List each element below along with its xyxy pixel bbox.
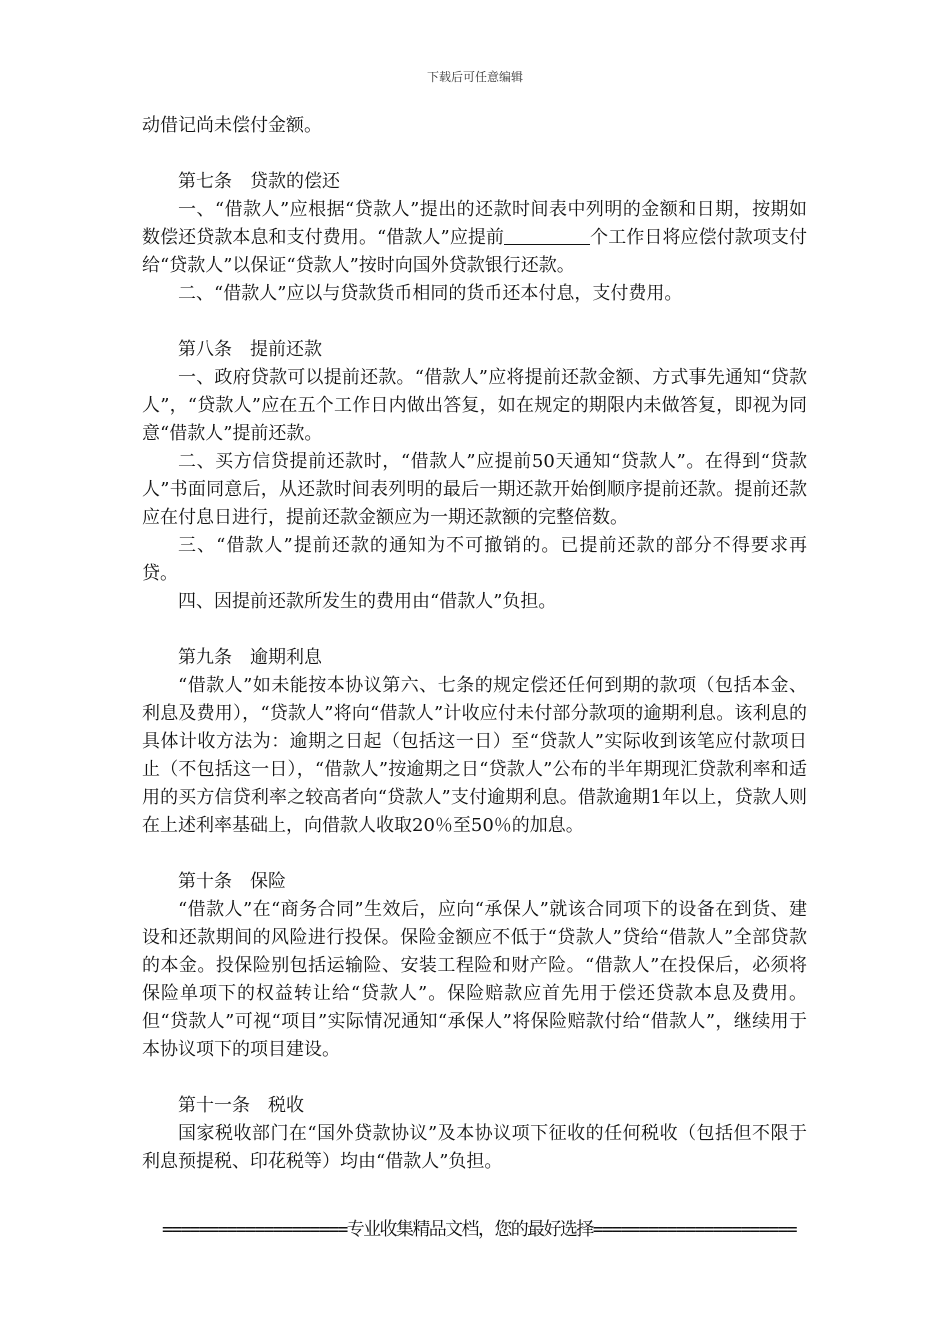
article-7-clause-2: 二、“借款人”应以与贷款货币相同的货币还本付息，支付费用。 — [178, 283, 683, 304]
page-footer: ====================专业收集精品文档，您的最好选择====================== — [162, 1219, 796, 1240]
article-10-clause-1: “借款人”在“商务合同”生效后，应向“承保人”就该合同项下的设备在到货、建设和还款期间的风险进行投保。保险金额应不低于“贷款人”贷给“借款人”全部贷款的本金。投保险别包括运输险、安装工程险和财产险。“借款人”在投保后，必须将保险单项下的权益转让给“贷款人”。保险赔款应首先用于偿还贷款本息及费用。但“贷款人”可视“项目”实际情况通知“承保人”将保险赔款付给“借款人”，继续用于本协议项下的项目建设。 — [142, 899, 807, 1060]
article-9-title: 第九条 逾期利息 — [178, 647, 322, 668]
article-8-clause-4: 四、因提前还款所发生的费用由“借款人”负担。 — [178, 591, 557, 612]
article-9-clause-1: “借款人”如未能按本协议第六、七条的规定偿还任何到期的款项（包括本金、利息及费用），“贷款人”将向“借款人”计收应付未付部分款项的逾期利息。该利息的具体计收方法为：逾期之日起（包括这一日）至“贷款人”实际收到该笔应付款项日止（不包括这一日），“借款人”按逾期之日“贷款人”公布的半年期现汇贷款利率和适用的买方信贷利率之较高者向“贷款人”支付逾期利息。借款逾期1年以上，贷款人则在上述利率基础上，向借款人收取20％至50％的加息。 — [142, 675, 807, 836]
article-8-clause-3: 三、“借款人”提前还款的通知为不可撤销的。已提前还款的部分不得要求再贷。 — [142, 535, 807, 584]
article-7-clause-1-text-b: 个工作日将应偿付款项支付给“贷款人”以保证“贷款人”按时向国外贷款银行还款。 — [142, 227, 808, 276]
article-8-clause-1: 一、政府贷款可以提前还款。“借款人”应将提前还款金额、方式事先通知“贷款人”，“贷款人”应在五个工作日内做出答复，如在规定的期限内未做答复，即视为同意“借款人”提前还款。 — [142, 367, 807, 444]
document-body — [142, 112, 807, 1176]
article-11-clause-1: 国家税收部门在“国外贷款协议”及本协议项下征收的任何税收（包括但不限于利息预提税、印花税等）均由“借款人”负担。 — [142, 1123, 807, 1172]
article-7-title: 第七条 贷款的偿还 — [178, 171, 340, 192]
article-11-title: 第十一条 税收 — [178, 1095, 304, 1116]
article-8-clause-2: 二、买方信贷提前还款时，“借款人”应提前50天通知“贷款人”。在得到“贷款人”书面同意后，从还款时间表列明的最后一期还款开始倒顺序提前还款。提前还款应在付息日进行，提前还款金额应为一期还款额的完整倍数。 — [142, 451, 807, 528]
article-7-clause-1-text-a: 一、“借款人”应根据“贷款人”提出的还款时间表中列明的金额和日期，按期如数偿还贷款本息和支付费用。“借款人”应提前 — [142, 199, 807, 248]
article-8-title: 第八条 提前还款 — [178, 339, 322, 360]
article-10-title: 第十条 保险 — [178, 871, 286, 892]
blank-field — [504, 226, 590, 245]
page-header: 下载后可任意编辑 — [426, 70, 523, 84]
intro-paragraph: 动借记尚未偿付金额。 — [142, 115, 322, 136]
article-7-clause-1 — [142, 196, 807, 280]
